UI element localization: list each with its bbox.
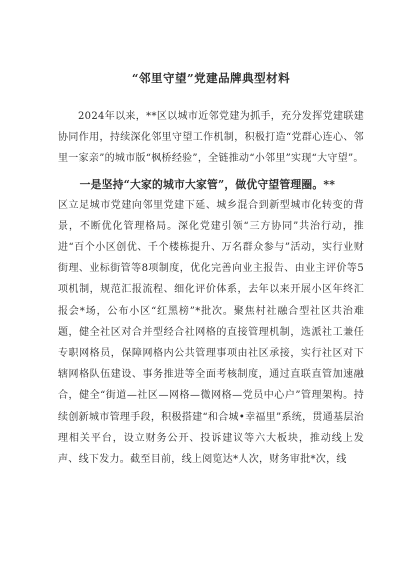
section-body: 区立足城市党建向邻里党建下延、城乡混合到新型城市化转变的背景，不断优化管理格局。深化党建引领“三方协同”共治行动，推进“百个小区创优、千个楼栋提升、万名群众参与”活动，实行业财街理、业标街管等8项制度，优化完善向业主报告、由业主评价等5项机制，规范汇报流程、细化评价体系，去年以来开展小区年终汇报会*场，公布小区“红黑榜”*批次。聚焦村社融合型社区共治难题，健全社区对合并型经合社网格的直接管理机制，选派社工兼任专职网格员，保障网格内公共管理事项由社区承接，实行社区对下辖网格队伍建设、事务推进等全面考核制度，通过直联直管加速融合，健全“街道—社区—网格—微网格—党员中心户”管理架构。持续创新城市管理手段，积极搭建“和合城•幸福里”系统，贯通基层治理相关平台，设立财务公开、投诉建议等六大板块，推动线上发声、线下发力。截至目前，线上阅览达*人次，财务审批*次，线 — [58, 199, 364, 466]
intro-paragraph: 2024年以来，**区以城市近邻党建为抓手，充分发挥党建联建协同作用，持续深化邻里守望工作机制，积极打造“党群心连心、邻里一家亲”的城市版“枫桥经验”，全链推动“小邻里”实现“大守望”。 — [58, 111, 364, 165]
document-title: “邻里守望”党建品牌典型材料 — [131, 71, 291, 85]
section-heading: 一是坚持“大家的城市大家管”，做优守望管理圈。** — [79, 177, 336, 191]
